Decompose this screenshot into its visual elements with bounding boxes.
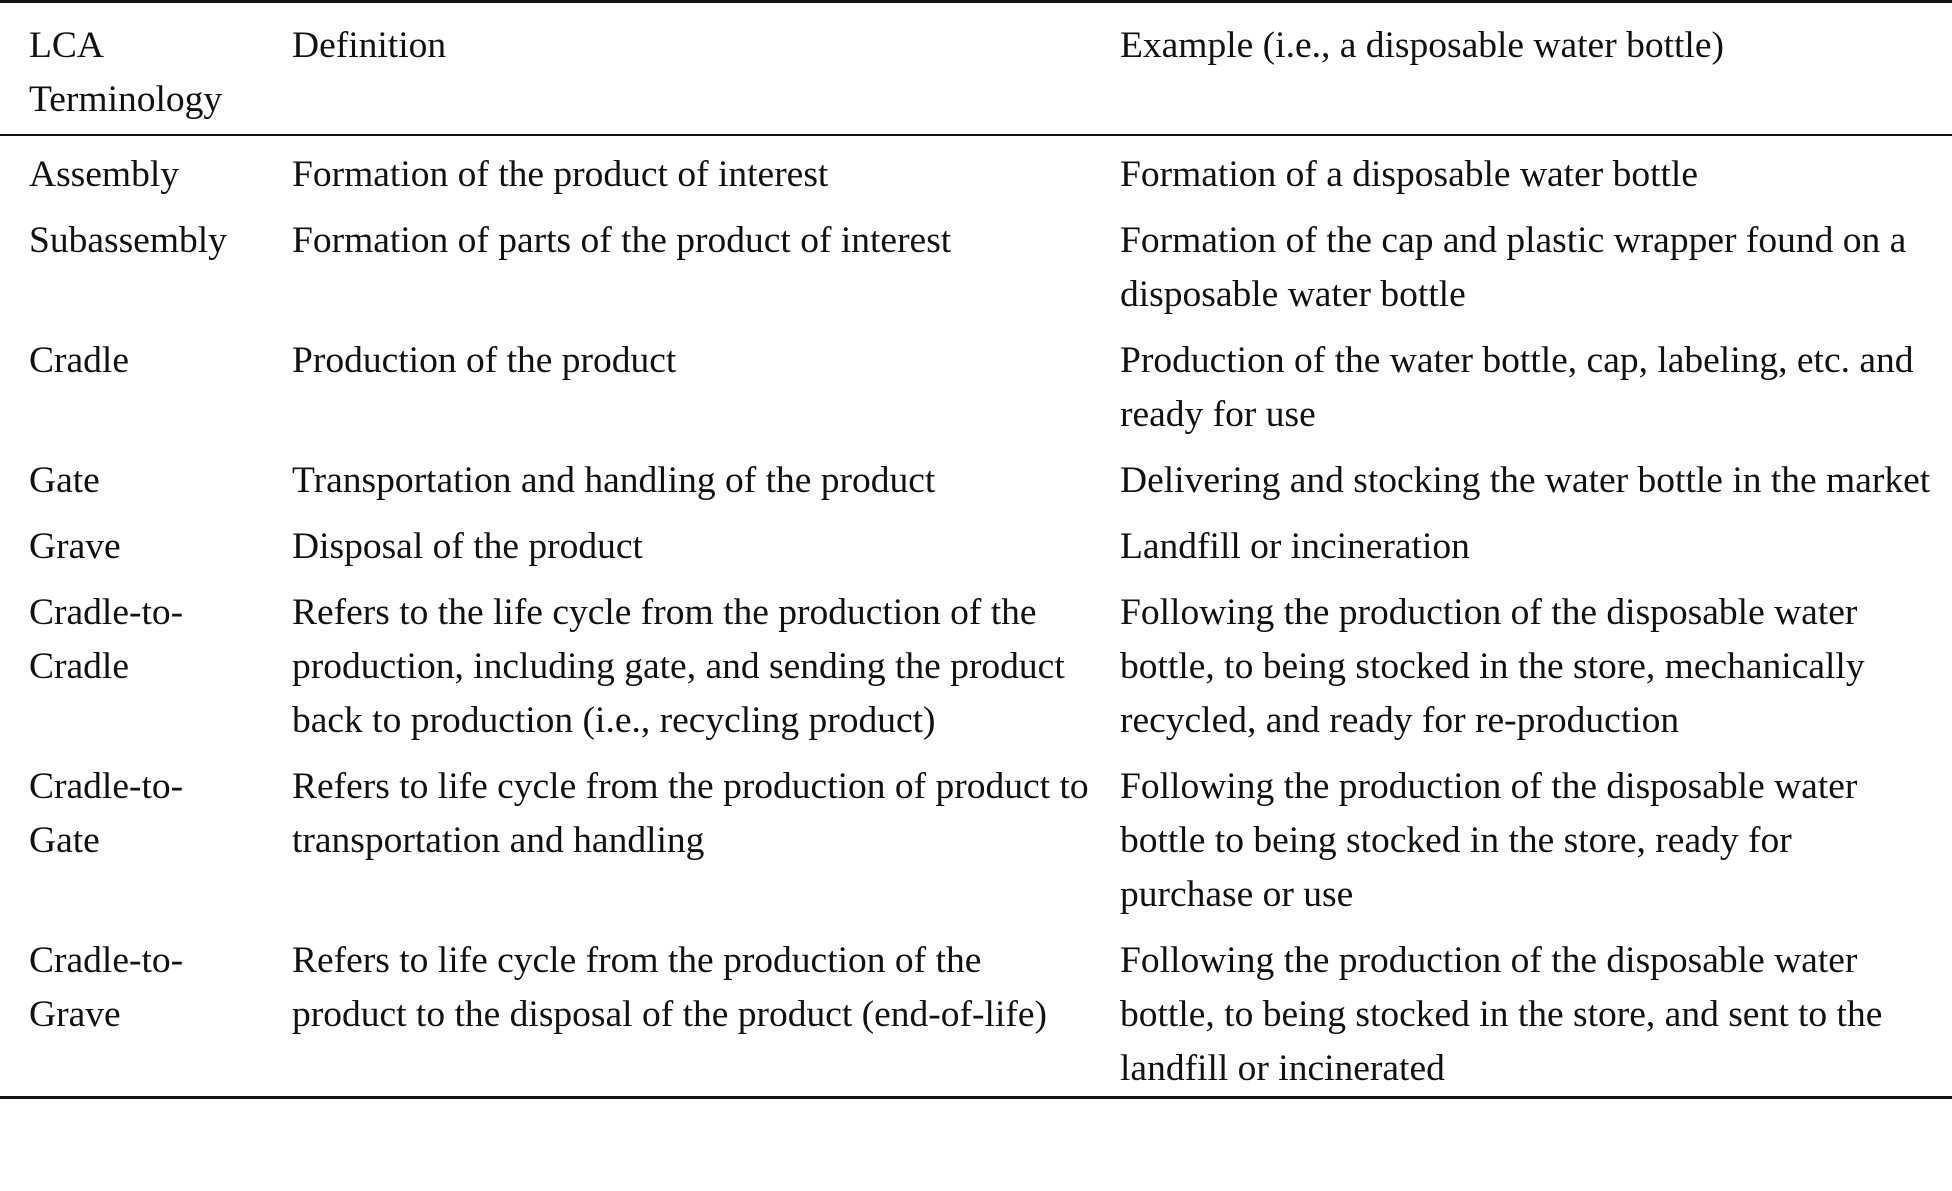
table-row [0,574,1952,748]
example-cell: Landfill or incineration [1120,526,1470,567]
table-row [0,322,1952,442]
example-text: Following the production of the disposable water bottle, to being stocked in the store, mechanically recycled, and ready for re-production [1120,592,1865,741]
table-row [0,922,1952,1098]
term-cell: Assembly [29,154,179,195]
table-row [0,508,1952,574]
example-cell [1091,748,1952,922]
example-cell: Formation of a disposable water bottle [1120,154,1698,195]
table-row [0,748,1952,922]
term-cell: Gate [29,460,100,501]
definition-cell: Formation of parts of the product of interest [292,220,952,261]
term-cell [0,574,263,748]
definition-cell: Transportation and handling of the product [292,460,936,501]
term-text: Cradle-to-Gate [29,766,184,861]
example-cell [1091,922,1952,1098]
example-text: Formation of the cap and plastic wrapper found on a disposable water bottle [1120,220,1907,315]
example-cell [1091,202,1952,322]
definition-cell: Refers to the life cycle from the production of the production, including gate, and sending the product back to production (i.e., recycling product) [292,592,1065,741]
definition-cell: Disposal of the product [292,526,643,567]
header-example: Example (i.e., a disposable water bottle) [1120,25,1724,66]
term-cell: Cradle [29,340,129,381]
term-cell [0,922,263,1098]
definition-cell: Formation of the product of interest [292,154,829,195]
header-label: LCA Terminology [29,25,223,120]
table-row [0,202,1952,322]
table-row [0,442,1952,508]
header-row [0,2,1952,136]
table-row [0,135,1952,202]
example-cell: Delivering and stocking the water bottle in the market [1120,460,1931,501]
definition-cell: Refers to life cycle from the production of the product to the disposal of the product (end-of-life) [292,940,1047,1035]
example-text: Following the production of the disposable water bottle to being stocked in the store, ready for purchase or use [1120,766,1858,915]
header-definition: Definition [292,25,447,66]
table-body [0,135,1952,1098]
header-lca-terminology [0,2,263,136]
term-cell: Subassembly [29,220,227,261]
term-cell: Grave [29,526,121,567]
example-text: Following the production of the disposable water bottle, to being stocked in the store, and sent to the landfill or incinerated [1120,940,1883,1089]
term-text: Cradle-to-Cradle [29,592,184,687]
definition-cell: Production of the product [292,340,677,381]
table-header [0,2,1952,136]
example-cell [1091,574,1952,748]
example-cell: Production of the water bottle, cap, labeling, etc. and ready for use [1120,340,1914,435]
term-text: Cradle-to-Grave [29,940,184,1035]
definition-cell: Refers to life cycle from the production of product to transportation and handling [292,766,1089,861]
term-cell [0,748,263,922]
